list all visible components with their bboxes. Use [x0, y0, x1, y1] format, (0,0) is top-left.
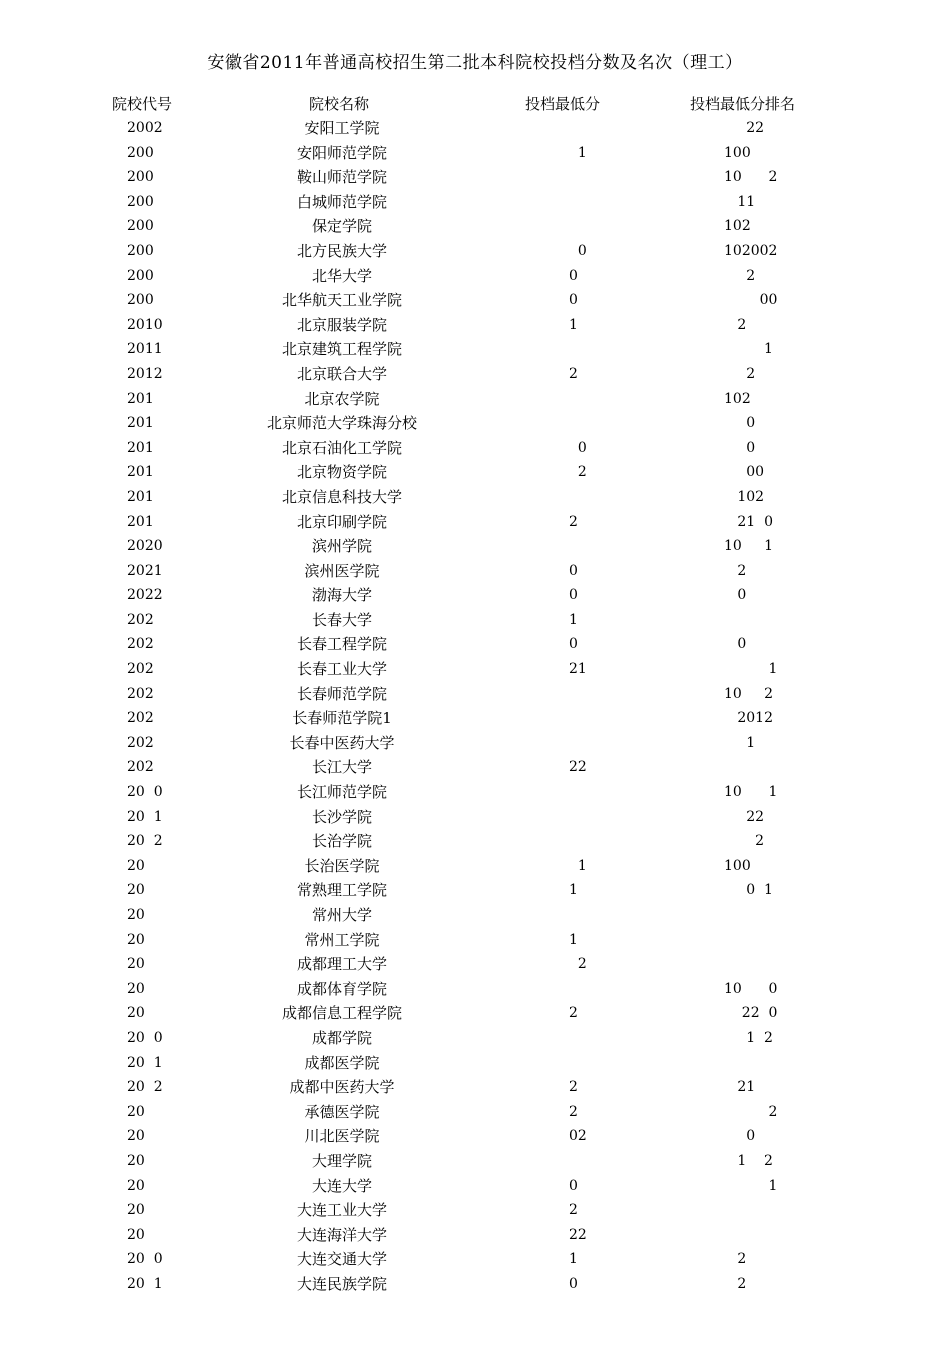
school-name-cell: 北京联合大学: [296, 364, 388, 383]
school-name-cell: 鞍山师范学院: [296, 168, 388, 187]
table-row: [0, 659, 950, 684]
min-score-cell: 22: [569, 1226, 587, 1243]
school-name-cell: 成都学院: [311, 1028, 373, 1047]
min-score-cell: 2: [569, 1079, 578, 1096]
school-code-cell: 200: [127, 144, 154, 161]
table-row: [0, 561, 950, 586]
min-rank-cell: 10 1: [724, 538, 773, 555]
min-rank-cell: 0: [724, 415, 756, 432]
min-score-cell: 2: [569, 513, 578, 530]
school-name-cell: 常州工学院: [304, 930, 380, 949]
school-code-cell: 201: [127, 464, 154, 481]
table-row: [0, 807, 950, 832]
school-code-cell: 2002: [127, 120, 163, 136]
min-score-cell: 1: [569, 611, 578, 628]
min-score-cell: 0: [569, 562, 578, 579]
school-name-cell: 大连交通大学: [296, 1250, 388, 1269]
table-row: [0, 315, 950, 340]
min-rank-cell: 22: [724, 120, 765, 136]
header-school-code: 院校代号: [112, 95, 173, 113]
school-code-cell: 20 2: [127, 833, 163, 850]
min-score-cell: 0: [569, 242, 587, 259]
school-code-cell: 2011: [127, 341, 163, 358]
table-row: [0, 905, 950, 930]
school-name-cell: 大连民族学院: [296, 1274, 388, 1293]
table-row: [0, 339, 950, 364]
min-score-cell: 22: [569, 759, 587, 776]
school-name-cell: 大连海洋大学: [296, 1225, 388, 1244]
min-score-cell: 0: [569, 267, 578, 284]
min-rank-cell: 0 1: [724, 882, 773, 899]
table-row: [0, 487, 950, 512]
school-code-cell: 201: [127, 513, 154, 530]
min-rank-cell: 102002: [724, 242, 778, 259]
min-rank-cell: 2: [724, 267, 756, 284]
school-code-cell: 20: [127, 857, 145, 874]
school-name-cell: 保定学院: [311, 217, 373, 236]
min-score-cell: 0: [569, 292, 578, 309]
min-rank-cell: 2: [724, 365, 756, 382]
min-rank-cell: 1: [724, 661, 778, 678]
min-rank-cell: 21 0: [724, 513, 773, 530]
table-row: [0, 1003, 950, 1028]
min-score-cell: 2: [569, 1005, 578, 1022]
table-row: [0, 757, 950, 782]
school-code-cell: 20: [127, 882, 145, 899]
school-name-cell: 长春中医药大学: [289, 733, 395, 752]
school-name-cell: 白城师范学院: [296, 192, 388, 211]
school-name-cell: 北方民族大学: [296, 241, 388, 260]
school-code-cell: 200: [127, 169, 154, 186]
table-row: [0, 536, 950, 561]
min-rank-cell: 22: [724, 808, 765, 825]
school-name-cell: 安阳师范学院: [296, 143, 388, 162]
min-score-cell: 2: [569, 464, 587, 481]
school-name-cell: 北京建筑工程学院: [281, 340, 403, 359]
table-body: [0, 118, 950, 1299]
table-row: [0, 585, 950, 610]
school-name-cell: 北京信息科技大学: [281, 487, 403, 506]
school-code-cell: 202: [127, 661, 154, 678]
min-rank-cell: 1 2: [724, 1029, 773, 1046]
table-row: [0, 512, 950, 537]
min-rank-cell: 102: [724, 488, 765, 505]
table-row: [0, 290, 950, 315]
min-score-cell: 1: [569, 144, 587, 161]
min-score-cell: 2: [569, 956, 587, 973]
school-code-cell: 2012: [127, 365, 163, 382]
school-code-cell: 202: [127, 636, 154, 653]
table-row: [0, 782, 950, 807]
min-score-cell: 1: [569, 882, 578, 899]
school-name-cell: 北京印刷学院: [296, 512, 388, 531]
table-row: [0, 1053, 950, 1078]
table-row: [0, 1225, 950, 1250]
min-score-cell: 2: [569, 1103, 578, 1120]
school-name-cell: 成都中医药大学: [289, 1078, 395, 1097]
school-code-cell: 20 0: [127, 1029, 163, 1046]
min-rank-cell: 2: [724, 316, 747, 333]
school-code-cell: 200: [127, 218, 154, 235]
table-header: [0, 93, 950, 117]
min-score-cell: 1: [569, 931, 578, 948]
school-code-cell: 20: [127, 1226, 145, 1243]
min-rank-cell: 0: [724, 1128, 756, 1145]
school-code-cell: 20 0: [127, 784, 163, 801]
school-name-cell: 成都体育学院: [296, 979, 388, 998]
school-name-cell: 北京石油化工学院: [281, 438, 403, 457]
school-code-cell: 202: [127, 734, 154, 751]
table-row: [0, 167, 950, 192]
min-rank-cell: 11: [724, 193, 756, 210]
table-row: [0, 1102, 950, 1127]
header-school-name: 院校名称: [309, 95, 370, 113]
min-rank-cell: 0: [724, 439, 756, 456]
table-row: [0, 241, 950, 266]
school-code-cell: 20: [127, 1005, 145, 1022]
table-row: [0, 1176, 950, 1201]
school-name-cell: 滨州学院: [311, 537, 373, 556]
school-name-cell: 长春工业大学: [296, 660, 388, 679]
table-row: [0, 880, 950, 905]
school-code-cell: 202: [127, 710, 154, 727]
school-code-cell: 20: [127, 956, 145, 973]
school-name-cell: 承德医学院: [304, 1102, 380, 1121]
school-name-cell: 长治学院: [311, 832, 373, 851]
school-name-cell: 北华航天工业学院: [281, 291, 403, 310]
school-name-cell: 长春师范学院: [296, 684, 388, 703]
table-row: [0, 634, 950, 659]
min-rank-cell: 2: [724, 562, 747, 579]
school-code-cell: 201: [127, 439, 154, 456]
min-rank-cell: 102: [724, 390, 751, 407]
school-code-cell: 20 1: [127, 1275, 163, 1292]
school-code-cell: 20: [127, 931, 145, 948]
min-rank-cell: 2: [724, 833, 765, 850]
school-code-cell: 200: [127, 193, 154, 210]
table-row: [0, 1077, 950, 1102]
min-rank-cell: 00: [724, 292, 778, 309]
school-code-cell: 20: [127, 1202, 145, 1219]
school-code-cell: 2022: [127, 587, 163, 604]
school-code-cell: 201: [127, 415, 154, 432]
school-code-cell: 200: [127, 242, 154, 259]
school-code-cell: 201: [127, 488, 154, 505]
school-code-cell: 202: [127, 759, 154, 776]
min-rank-cell: 0: [724, 587, 747, 604]
table-row: [0, 979, 950, 1004]
school-code-cell: 20 1: [127, 1054, 163, 1071]
min-rank-cell: 1: [724, 341, 773, 358]
school-name-cell: 北华大学: [311, 266, 373, 285]
school-name-cell: 北京服装学院: [296, 315, 388, 334]
school-name-cell: 大连大学: [311, 1176, 373, 1195]
school-code-cell: 20: [127, 980, 145, 997]
min-score-cell: 2: [569, 365, 578, 382]
min-score-cell: 0: [569, 1177, 578, 1194]
school-code-cell: 200: [127, 267, 154, 284]
table-row: [0, 954, 950, 979]
table-row: [0, 1274, 950, 1299]
school-code-cell: 20: [127, 1177, 145, 1194]
table-row: [0, 831, 950, 856]
table-row: [0, 856, 950, 881]
school-name-cell: 大理学院: [311, 1151, 373, 1170]
school-code-cell: 202: [127, 685, 154, 702]
min-score-cell: 2: [569, 1202, 578, 1219]
school-code-cell: 2020: [127, 538, 163, 555]
table-row: [0, 1126, 950, 1151]
table-row: [0, 684, 950, 709]
school-name-cell: 成都理工大学: [296, 955, 388, 974]
min-rank-cell: 2: [724, 1251, 747, 1268]
min-score-cell: 0: [569, 587, 578, 604]
table-row: [0, 389, 950, 414]
school-code-cell: 2021: [127, 562, 163, 579]
min-score-cell: 1: [569, 316, 578, 333]
table-row: [0, 438, 950, 463]
school-name-cell: 成都信息工程学院: [281, 1004, 403, 1023]
school-name-cell: 长江师范学院: [296, 783, 388, 802]
table-row: [0, 192, 950, 217]
school-name-cell: 北京农学院: [304, 389, 380, 408]
school-code-cell: 200: [127, 292, 154, 309]
min-rank-cell: 1 2: [724, 1152, 773, 1169]
table-row: [0, 216, 950, 241]
min-rank-cell: 2: [724, 1275, 747, 1292]
school-code-cell: 20: [127, 907, 145, 923]
table-row: [0, 1200, 950, 1225]
school-name-cell: 滨州医学院: [304, 561, 380, 580]
min-score-cell: 0: [569, 1275, 578, 1292]
school-code-cell: 20: [127, 1103, 145, 1120]
school-name-cell: 成都医学院: [304, 1053, 380, 1072]
min-rank-cell: 102: [724, 218, 751, 235]
school-name-cell: 长春大学: [311, 610, 373, 629]
school-name-cell: 常熟理工学院: [296, 881, 388, 900]
table-row: [0, 413, 950, 438]
school-code-cell: 201: [127, 390, 154, 407]
header-min-rank: 投档最低分排名: [690, 95, 796, 113]
min-rank-cell: 10 2: [724, 169, 778, 186]
school-name-cell: 大连工业大学: [296, 1201, 388, 1220]
school-code-cell: 2010: [127, 316, 163, 333]
school-code-cell: 202: [127, 611, 154, 628]
table-row: [0, 733, 950, 758]
school-code-cell: 20: [127, 1128, 145, 1145]
min-score-cell: 02: [569, 1128, 587, 1145]
table-row: [0, 118, 950, 143]
school-name-cell: 长沙学院: [311, 807, 373, 826]
school-name-cell: 常州大学: [311, 906, 373, 924]
table-row: [0, 266, 950, 291]
school-code-cell: 20 2: [127, 1079, 163, 1096]
table-row: [0, 1151, 950, 1176]
table-row: [0, 708, 950, 733]
min-rank-cell: 10 0: [724, 980, 778, 997]
min-rank-cell: 1: [724, 734, 756, 751]
header-min-score: 投档最低分: [525, 95, 601, 113]
school-name-cell: 长江大学: [311, 758, 373, 777]
school-code-cell: 20: [127, 1152, 145, 1169]
table-row: [0, 930, 950, 955]
school-name-cell: 渤海大学: [311, 586, 373, 605]
school-name-cell: 安阳工学院: [304, 119, 380, 137]
school-name-cell: 北京物资学院: [296, 463, 388, 482]
min-score-cell: 0: [569, 439, 587, 456]
document-title: 安徽省2011年普通高校招生第二批本科院校投档分数及名次（理工）: [207, 53, 743, 73]
table-row: [0, 1249, 950, 1274]
school-code-cell: 20 1: [127, 808, 163, 825]
min-rank-cell: 00: [724, 464, 765, 481]
school-name-cell: 北京师范大学珠海分校: [266, 414, 418, 433]
school-name-cell: 川北医学院: [304, 1127, 380, 1146]
min-rank-cell: 10 1: [724, 784, 778, 801]
school-name-cell: 长治医学院: [304, 856, 380, 875]
school-name-cell: 长春工程学院: [296, 635, 388, 654]
table-row: [0, 143, 950, 168]
table-row: [0, 364, 950, 389]
min-rank-cell: 10 2: [724, 685, 773, 702]
min-rank-cell: 2: [724, 1103, 778, 1120]
min-rank-cell: 100: [724, 144, 751, 161]
min-rank-cell: 22 0: [724, 1005, 778, 1022]
min-rank-cell: 21: [724, 1079, 756, 1096]
school-name-cell: 长春师范学院1: [292, 709, 392, 728]
min-score-cell: 1: [569, 857, 587, 874]
min-score-cell: 1: [569, 1251, 578, 1268]
school-code-cell: 20 0: [127, 1251, 163, 1268]
table-row: [0, 610, 950, 635]
min-rank-cell: 100: [724, 857, 751, 874]
min-rank-cell: 2012: [724, 710, 773, 727]
min-score-cell: 21: [569, 661, 587, 678]
min-rank-cell: 1: [724, 1177, 778, 1194]
table-row: [0, 1028, 950, 1053]
min-rank-cell: 0: [724, 636, 747, 653]
table-row: [0, 462, 950, 487]
min-score-cell: 0: [569, 636, 578, 653]
